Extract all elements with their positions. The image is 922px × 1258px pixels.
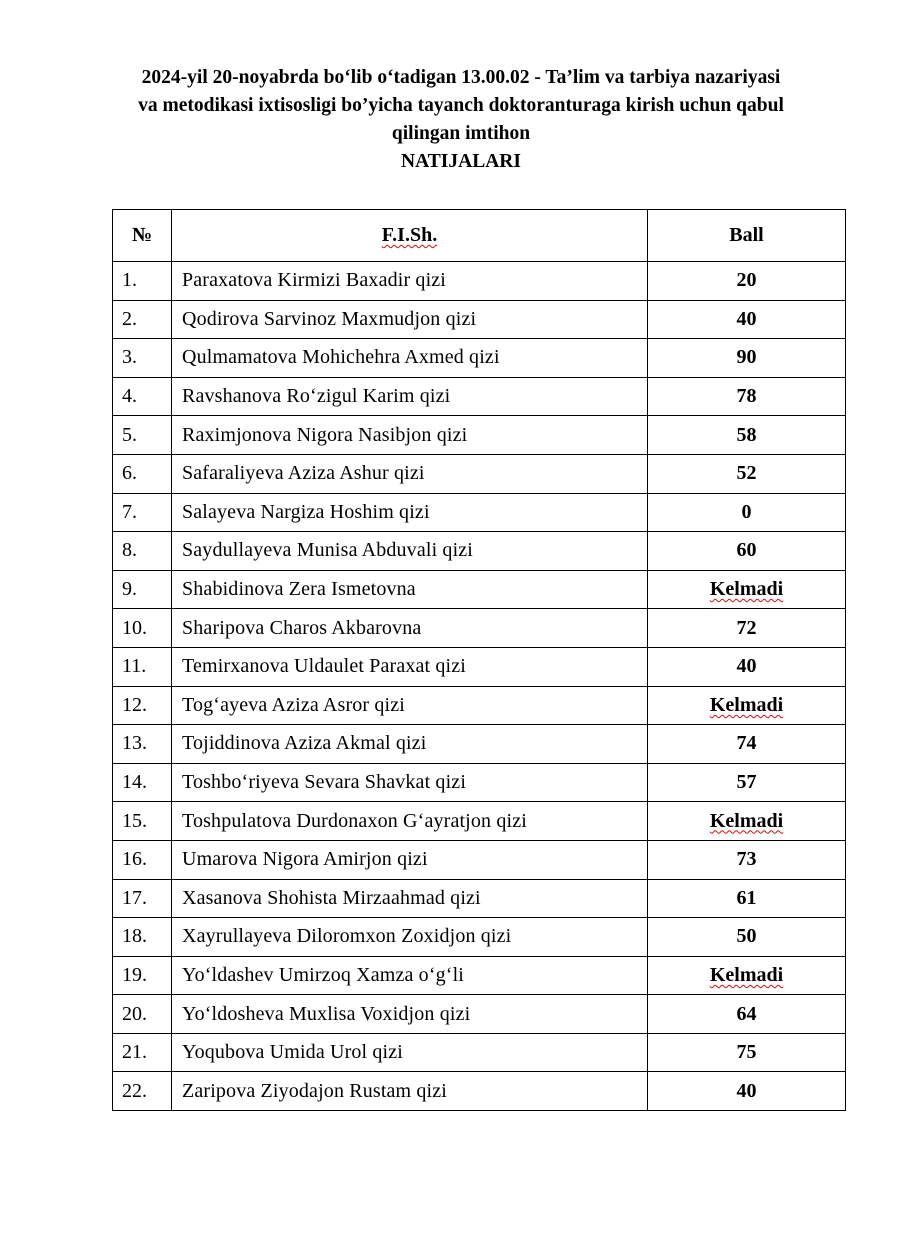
row-full-name: Toshpulatova Durdonaxon G‘ayratjon qizi [172, 802, 648, 841]
header-full-name-text: F.I.Sh. [381, 224, 438, 246]
row-number: 18. [113, 918, 172, 957]
row-ball [648, 300, 846, 339]
row-ball [648, 609, 846, 648]
row-full-name: Qodirova Sarvinoz Maxmudjon qizi [172, 300, 648, 339]
row-ball [648, 570, 846, 609]
header-number: № [113, 210, 172, 262]
table-row [113, 802, 846, 841]
row-full-name: Xasanova Shohista Mirzaahmad qizi [172, 879, 648, 918]
row-ball [648, 802, 846, 841]
row-ball-value: 52 [736, 462, 757, 485]
row-ball-value: 90 [736, 346, 757, 369]
row-full-name: Toshbo‘riyeva Sevara Shavkat qizi [172, 763, 648, 802]
row-full-name: Sharipova Charos Akbarovna [172, 609, 648, 648]
title-line-1: 2024-yil 20-noyabrda bo‘lib o‘tadigan 13.00.02 - Ta’lim va tarbiya nazariyasi [141, 67, 781, 88]
row-ball-value: 40 [736, 307, 757, 330]
table-row [113, 454, 846, 493]
row-ball [648, 416, 846, 455]
row-ball-value: 78 [736, 385, 757, 408]
row-number: 16. [113, 840, 172, 879]
row-number: 21. [113, 1033, 172, 1072]
row-ball-value: Kelmadi [709, 809, 784, 832]
row-number: 7. [113, 493, 172, 532]
row-number: 19. [113, 956, 172, 995]
row-ball [648, 956, 846, 995]
row-ball-value: 40 [736, 1079, 757, 1102]
row-number: 6. [113, 454, 172, 493]
row-number: 12. [113, 686, 172, 725]
table-row [113, 995, 846, 1034]
results-table [112, 209, 846, 1111]
row-full-name: Zaripova Ziyodajon Rustam qizi [172, 1072, 648, 1111]
title-line-3: qilingan imtihon [391, 123, 531, 144]
row-full-name: Safaraliyeva Aziza Ashur qizi [172, 454, 648, 493]
row-ball [648, 262, 846, 301]
row-number: 11. [113, 647, 172, 686]
table-row [113, 262, 846, 301]
document-title [60, 64, 862, 176]
table-row [113, 763, 846, 802]
row-ball-value: 58 [736, 423, 757, 446]
row-full-name: Salayeva Nargiza Hoshim qizi [172, 493, 648, 532]
row-number: 22. [113, 1072, 172, 1111]
row-full-name: Ravshanova Ro‘zigul Karim qizi [172, 377, 648, 416]
row-number: 1. [113, 262, 172, 301]
table-row [113, 1033, 846, 1072]
row-ball [648, 1072, 846, 1111]
row-ball [648, 686, 846, 725]
row-number: 14. [113, 763, 172, 802]
row-full-name: Temirxanova Uldaulet Paraxat qizi [172, 647, 648, 686]
row-number: 5. [113, 416, 172, 455]
table-row [113, 1072, 846, 1111]
row-full-name: Umarova Nigora Amirjon qizi [172, 840, 648, 879]
row-ball-value: 20 [736, 269, 757, 292]
row-ball [648, 493, 846, 532]
row-ball-value: 60 [736, 539, 757, 562]
row-ball [648, 339, 846, 378]
header-ball: Ball [648, 210, 846, 262]
table-row [113, 647, 846, 686]
table-row [113, 300, 846, 339]
row-ball-value: 50 [736, 925, 757, 948]
table-row [113, 493, 846, 532]
row-ball [648, 454, 846, 493]
table-body [113, 262, 846, 1111]
row-ball-value: 64 [736, 1002, 757, 1025]
table-row [113, 686, 846, 725]
row-full-name: Yoqubova Umida Urol qizi [172, 1033, 648, 1072]
row-ball [648, 1033, 846, 1072]
row-ball-value: 40 [736, 655, 757, 678]
table-row [113, 570, 846, 609]
table-row [113, 956, 846, 995]
row-full-name: Paraxatova Kirmizi Baxadir qizi [172, 262, 648, 301]
row-ball [648, 532, 846, 571]
row-full-name: Yo‘ldosheva Muxlisa Voxidjon qizi [172, 995, 648, 1034]
row-ball [648, 377, 846, 416]
table-row [113, 879, 846, 918]
row-ball [648, 840, 846, 879]
row-ball-value: 75 [736, 1041, 757, 1064]
table-row [113, 725, 846, 764]
row-ball [648, 995, 846, 1034]
row-number: 4. [113, 377, 172, 416]
row-ball [648, 647, 846, 686]
table-row [113, 532, 846, 571]
row-ball-value: 73 [736, 848, 757, 871]
table-row [113, 339, 846, 378]
table-header-row [113, 210, 846, 262]
row-full-name: Tog‘ayeva Aziza Asror qizi [172, 686, 648, 725]
title-line-2: va metodikasi ixtisosligi bo’yicha tayanch doktoranturaga kirish uchun qabul [138, 95, 784, 116]
row-full-name: Yo‘ldashev Umirzoq Xamza o‘g‘li [172, 956, 648, 995]
table-row [113, 609, 846, 648]
title-line-4: NATIJALARI [401, 151, 521, 172]
table-row [113, 416, 846, 455]
row-ball-value: Kelmadi [709, 693, 784, 716]
row-full-name: Shabidinova Zera Ismetovna [172, 570, 648, 609]
row-ball-value: Kelmadi [709, 578, 784, 601]
row-ball-value: 61 [736, 886, 757, 909]
row-number: 10. [113, 609, 172, 648]
row-number: 3. [113, 339, 172, 378]
row-ball [648, 725, 846, 764]
table-row [113, 377, 846, 416]
table-row [113, 918, 846, 957]
row-full-name: Tojiddinova Aziza Akmal qizi [172, 725, 648, 764]
row-full-name: Xayrullayeva Diloromxon Zoxidjon qizi [172, 918, 648, 957]
row-ball-value: 0 [741, 500, 752, 523]
row-ball-value: 72 [736, 616, 757, 639]
row-number: 9. [113, 570, 172, 609]
row-number: 8. [113, 532, 172, 571]
header-full-name [172, 210, 648, 262]
row-ball-value: 74 [736, 732, 757, 755]
table-row [113, 840, 846, 879]
row-full-name: Raximjonova Nigora Nasibjon qizi [172, 416, 648, 455]
row-full-name: Qulmamatova Mohichehra Axmed qizi [172, 339, 648, 378]
row-number: 17. [113, 879, 172, 918]
row-number: 20. [113, 995, 172, 1034]
row-ball-value: Kelmadi [709, 963, 784, 986]
row-full-name: Saydullayeva Munisa Abduvali qizi [172, 532, 648, 571]
row-number: 15. [113, 802, 172, 841]
row-ball [648, 763, 846, 802]
row-ball [648, 918, 846, 957]
row-number: 2. [113, 300, 172, 339]
row-number: 13. [113, 725, 172, 764]
row-ball-value: 57 [736, 771, 757, 794]
row-ball [648, 879, 846, 918]
